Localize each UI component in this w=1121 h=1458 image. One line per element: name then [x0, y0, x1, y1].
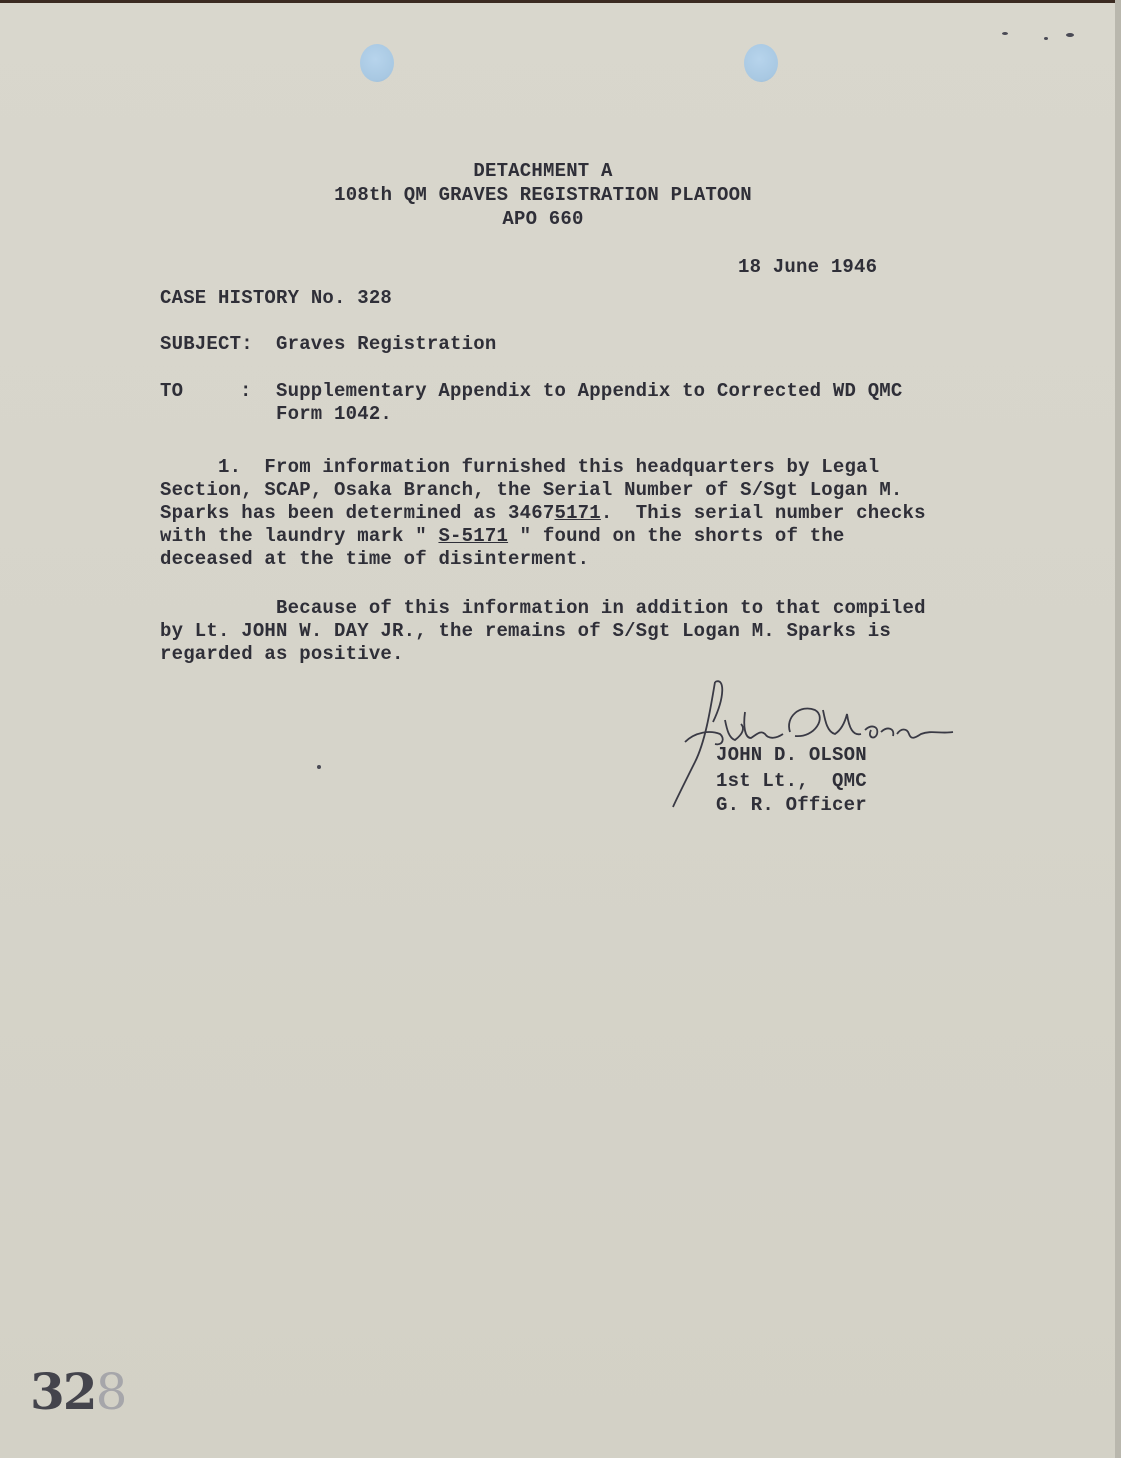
speck: [1002, 32, 1008, 35]
signatory-rank: 1st Lt., QMC: [716, 770, 867, 792]
speck: [317, 765, 321, 769]
paragraph-1-line-5: deceased at the time of disinterment.: [160, 548, 590, 570]
punch-hole-left: [360, 44, 394, 82]
speck: [1044, 37, 1048, 40]
speck: [1066, 33, 1074, 37]
right-edge: [1115, 0, 1121, 1458]
paragraph-1-line-2: Section, SCAP, Osaka Branch, the Serial Number of S/Sgt Logan M.: [160, 479, 903, 501]
subject-value: Graves Registration: [276, 333, 497, 355]
header-line-2: 108th QM GRAVES REGISTRATION PLATOON: [334, 184, 752, 206]
paragraph-1-line-3-start: Sparks has been determined as 3467: [160, 502, 555, 524]
punch-hole-right: [744, 44, 778, 82]
paragraph-1-line-4-start: with the laundry mark ": [160, 525, 439, 547]
page-number-stamp: [30, 1362, 125, 1421]
paragraph-1-line-3: [160, 502, 926, 524]
header-line-1: DETACHMENT A: [473, 160, 613, 182]
paragraph-2-line-2: by Lt. JOHN W. DAY JR., the remains of S/Sgt Logan M. Sparks is: [160, 620, 891, 642]
to-line-2: Form 1042.: [276, 403, 393, 425]
serial-number-underlined: 5171: [554, 502, 601, 524]
paragraph-1-line-4-end: " found on the shorts of the: [508, 525, 845, 547]
header-line-3: APO 660: [502, 208, 584, 230]
document-date: 18 June 1946: [738, 256, 878, 278]
subject-label: SUBJECT:: [160, 333, 253, 355]
case-history-number: CASE HISTORY No. 328: [160, 287, 393, 309]
page-number-stamp-faint: 8: [95, 1363, 126, 1421]
to-label: TO: [160, 380, 184, 402]
signatory-name: JOHN D. OLSON: [716, 744, 867, 766]
paragraph-1-line-1: 1. From information furnished this headquarters by Legal: [160, 456, 880, 478]
top-edge: [0, 0, 1121, 3]
paragraph-2-line-1: Because of this information in addition to that compiled: [160, 597, 926, 619]
to-line-1: Supplementary Appendix to Appendix to Corrected WD QMC: [276, 380, 903, 402]
paragraph-1-line-4: [160, 525, 845, 547]
paragraph-2-line-3: regarded as positive.: [160, 643, 404, 665]
page-number-stamp-main: 32: [30, 1362, 96, 1421]
signatory-title: G. R. Officer: [716, 794, 867, 816]
to-colon: :: [240, 380, 252, 402]
paragraph-1-line-3-end: . This serial number checks: [600, 502, 926, 524]
laundry-mark-underlined: S-5171: [438, 525, 509, 547]
